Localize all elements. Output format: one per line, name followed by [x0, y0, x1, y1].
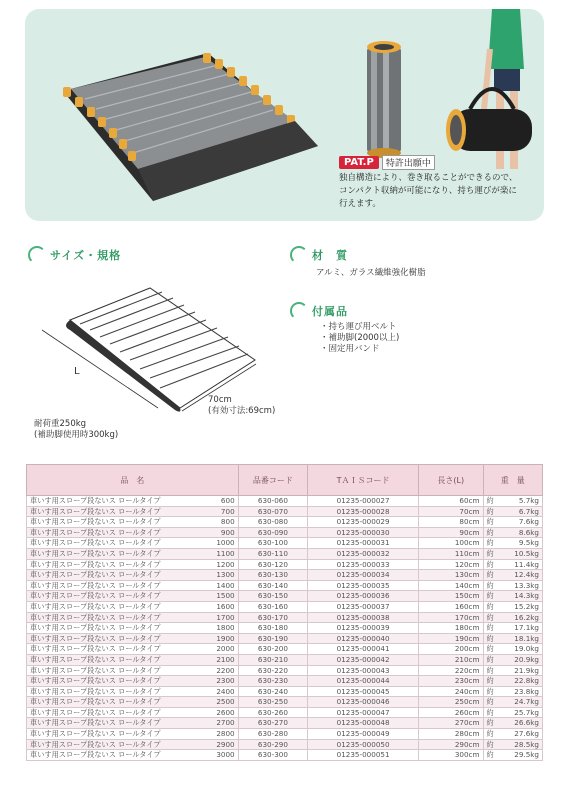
cell-tais: 01235-000027: [308, 496, 419, 507]
cell-code: 630-130: [238, 570, 308, 581]
cell-name: 車いす用スロープ段ないス ロールタイプ 700: [27, 506, 239, 517]
table-row: [27, 517, 543, 528]
cell-weight: 約 23.8kg: [483, 686, 542, 697]
cell-name: 車いす用スロープ段ないス ロールタイプ 600: [27, 496, 239, 507]
cell-length: 190cm: [419, 633, 484, 644]
cell-tais: 01235-000036: [308, 591, 419, 602]
cell-code: 630-080: [238, 517, 308, 528]
table-header-row: [27, 465, 543, 496]
cell-length: 200cm: [419, 644, 484, 655]
cell-code: 630-070: [238, 506, 308, 517]
accessory-item: ・固定用バンド: [320, 344, 380, 354]
cell-name: 車いす用スロープ段ないス ロールタイプ 2700: [27, 718, 239, 729]
cell-tais: 01235-000049: [308, 729, 419, 740]
cell-weight: 約 17.1kg: [483, 623, 542, 634]
cell-weight: 約 21.9kg: [483, 665, 542, 676]
cell-tais: 01235-000042: [308, 654, 419, 665]
cell-length: 60cm: [419, 496, 484, 507]
table-row: [27, 623, 543, 634]
cell-code: 630-170: [238, 612, 308, 623]
cell-name: 車いす用スロープ段ないス ロールタイプ 1400: [27, 580, 239, 591]
header-length: 長さ(L): [419, 465, 484, 496]
size-section-title: サイズ・規格: [28, 246, 121, 264]
cell-weight: 約 14.3kg: [483, 591, 542, 602]
cell-weight: 約 25.7kg: [483, 707, 542, 718]
cell-name: 車いす用スロープ段ないス ロールタイプ 1100: [27, 548, 239, 559]
cell-name: 車いす用スロープ段ないス ロールタイプ 3000: [27, 750, 239, 761]
header-code: 品番コード: [238, 465, 308, 496]
table-row: [27, 559, 543, 570]
cell-weight: 約 7.6kg: [483, 517, 542, 528]
cell-name: 車いす用スロープ段ないス ロールタイプ 1600: [27, 601, 239, 612]
cell-name: 車いす用スロープ段ないス ロールタイプ 2500: [27, 697, 239, 708]
cell-tais: 01235-000050: [308, 739, 419, 750]
section-mark-icon: [290, 302, 308, 320]
hero-desc-line: 独自構造により、巻き取ることができるので、: [339, 173, 518, 183]
cell-code: 630-300: [238, 750, 308, 761]
cell-tais: 01235-000041: [308, 644, 419, 655]
cell-length: 240cm: [419, 686, 484, 697]
cell-tais: 01235-000048: [308, 718, 419, 729]
person-carrying-ramp-image: [440, 9, 544, 169]
cell-weight: 約 29.5kg: [483, 750, 542, 761]
cell-name: 車いす用スロープ段ないス ロールタイプ 900: [27, 527, 239, 538]
header-weight: 重 量: [483, 465, 542, 496]
section-mark-icon: [28, 246, 46, 264]
cell-name: 車いす用スロープ段ないス ロールタイプ 1700: [27, 612, 239, 623]
cell-name: 車いす用スロープ段ないス ロールタイプ 1800: [27, 623, 239, 634]
cell-name: 車いす用スロープ段ないス ロールタイプ 2800: [27, 729, 239, 740]
cell-name: 車いす用スロープ段ないス ロールタイプ 1900: [27, 633, 239, 644]
cell-tais: 01235-000037: [308, 601, 419, 612]
cell-weight: 約 6.7kg: [483, 506, 542, 517]
cell-name: 車いす用スロープ段ないス ロールタイプ 800: [27, 517, 239, 528]
table-row: [27, 718, 543, 729]
cell-length: 290cm: [419, 739, 484, 750]
table-row: [27, 644, 543, 655]
cell-name: 車いす用スロープ段ないス ロールタイプ 2400: [27, 686, 239, 697]
cell-code: 630-290: [238, 739, 308, 750]
rolled-ramp-image: [363, 39, 405, 159]
cell-length: 130cm: [419, 570, 484, 581]
cell-weight: 約 28.5kg: [483, 739, 542, 750]
cell-length: 230cm: [419, 676, 484, 687]
cell-length: 260cm: [419, 707, 484, 718]
table-row: [27, 729, 543, 740]
pat-badge: PAT.P: [339, 156, 379, 169]
dimension-L: L: [74, 366, 80, 377]
cell-length: 300cm: [419, 750, 484, 761]
table-row: [27, 527, 543, 538]
cell-weight: 約 11.4kg: [483, 559, 542, 570]
cell-weight: 約 5.7kg: [483, 496, 542, 507]
accessory-section-title: 付属品: [290, 302, 348, 320]
cell-length: 120cm: [419, 559, 484, 570]
cell-weight: 約 15.2kg: [483, 601, 542, 612]
table-row: [27, 750, 543, 761]
table-row: [27, 601, 543, 612]
cell-name: 車いす用スロープ段ないス ロールタイプ 2300: [27, 676, 239, 687]
cell-tais: 01235-000039: [308, 623, 419, 634]
cell-name: 車いす用スロープ段ないス ロールタイプ 2900: [27, 739, 239, 750]
cell-code: 630-190: [238, 633, 308, 644]
ramp-product-image: [33, 51, 333, 206]
patent-pending-label: [339, 155, 435, 170]
cell-code: 630-180: [238, 623, 308, 634]
pat-text: 特許出願中: [382, 155, 435, 170]
cell-length: 180cm: [419, 623, 484, 634]
cell-weight: 約 16.2kg: [483, 612, 542, 623]
cell-weight: 約 19.0kg: [483, 644, 542, 655]
cell-code: 630-270: [238, 718, 308, 729]
cell-weight: 約 20.9kg: [483, 654, 542, 665]
cell-weight: 約 18.1kg: [483, 633, 542, 644]
cell-length: 150cm: [419, 591, 484, 602]
table-row: [27, 739, 543, 750]
cell-weight: 約 26.6kg: [483, 718, 542, 729]
cell-tais: 01235-000046: [308, 697, 419, 708]
cell-length: 270cm: [419, 718, 484, 729]
cell-code: 630-220: [238, 665, 308, 676]
cell-code: 630-280: [238, 729, 308, 740]
cell-length: 70cm: [419, 506, 484, 517]
cell-code: 630-160: [238, 601, 308, 612]
cell-tais: 01235-000040: [308, 633, 419, 644]
cell-code: 630-060: [238, 496, 308, 507]
cell-tais: 01235-000032: [308, 548, 419, 559]
cell-tais: 01235-000033: [308, 559, 419, 570]
cell-weight: 約 27.6kg: [483, 729, 542, 740]
table-row: [27, 570, 543, 581]
accessory-item: ・持ち運び用ベルト: [320, 322, 397, 332]
cell-code: 630-200: [238, 644, 308, 655]
ramp-dimension-diagram: [30, 280, 280, 412]
table-row: [27, 496, 543, 507]
cell-tais: 01235-000028: [308, 506, 419, 517]
cell-tais: 01235-000029: [308, 517, 419, 528]
cell-weight: 約 12.4kg: [483, 570, 542, 581]
cell-tais: 01235-000043: [308, 665, 419, 676]
table-row: [27, 665, 543, 676]
accessory-item: ・補助脚(2000以上): [320, 333, 400, 343]
cell-name: 車いす用スロープ段ないス ロールタイプ 1200: [27, 559, 239, 570]
cell-tais: 01235-000038: [308, 612, 419, 623]
material-text: アルミ、ガラス繊維強化樹脂: [316, 268, 426, 278]
header-name: 品 名: [27, 465, 239, 496]
table-row: [27, 506, 543, 517]
table-row: [27, 707, 543, 718]
hero-desc-line: コンパクト収納が可能になり、持ち運びが楽に: [339, 186, 517, 196]
material-section-title: 材 質: [290, 246, 348, 264]
cell-length: 90cm: [419, 527, 484, 538]
cell-length: 280cm: [419, 729, 484, 740]
table-row: [27, 654, 543, 665]
table-row: [27, 697, 543, 708]
cell-name: 車いす用スロープ段ないス ロールタイプ 1500: [27, 591, 239, 602]
header-tais: TＡＩＳコード: [308, 465, 419, 496]
cell-tais: 01235-000030: [308, 527, 419, 538]
cell-code: 630-230: [238, 676, 308, 687]
cell-name: 車いす用スロープ段ないス ロールタイプ 2000: [27, 644, 239, 655]
cell-length: 140cm: [419, 580, 484, 591]
load-capacity: 耐荷重250kg (補助脚使用時300kg): [34, 419, 119, 440]
cell-code: 630-250: [238, 697, 308, 708]
hero-desc-line: 行えます。: [339, 199, 381, 209]
cell-weight: 約 22.8kg: [483, 676, 542, 687]
table-row: [27, 580, 543, 591]
cell-code: 630-210: [238, 654, 308, 665]
cell-tais: 01235-000051: [308, 750, 419, 761]
table-row: [27, 686, 543, 697]
cell-code: 630-260: [238, 707, 308, 718]
dimension-width: 70cm (有効寸法:69cm): [208, 395, 276, 416]
cell-length: 170cm: [419, 612, 484, 623]
cell-length: 210cm: [419, 654, 484, 665]
accessory-list: [320, 322, 399, 355]
cell-weight: 約 8.6kg: [483, 527, 542, 538]
cell-tais: 01235-000034: [308, 570, 419, 581]
cell-tais: 01235-000044: [308, 676, 419, 687]
table-row: [27, 612, 543, 623]
cell-tais: 01235-000047: [308, 707, 419, 718]
cell-tais: 01235-000035: [308, 580, 419, 591]
cell-weight: 約 10.5kg: [483, 548, 542, 559]
table-row: [27, 676, 543, 687]
cell-code: 630-090: [238, 527, 308, 538]
table-body: [27, 496, 543, 761]
table-row: [27, 591, 543, 602]
cell-name: 車いす用スロープ段ないス ロールタイプ 2200: [27, 665, 239, 676]
cell-code: 630-150: [238, 591, 308, 602]
table-row: [27, 548, 543, 559]
cell-name: 車いす用スロープ段ないス ロールタイプ 2100: [27, 654, 239, 665]
cell-tais: 01235-000031: [308, 538, 419, 549]
cell-code: 630-140: [238, 580, 308, 591]
cell-tais: 01235-000045: [308, 686, 419, 697]
cell-code: 630-110: [238, 548, 308, 559]
section-mark-icon: [290, 246, 308, 264]
cell-length: 100cm: [419, 538, 484, 549]
hero-panel: [25, 9, 544, 221]
hero-description: [339, 172, 539, 211]
cell-weight: 約 13.3kg: [483, 580, 542, 591]
cell-code: 630-240: [238, 686, 308, 697]
product-table: [26, 464, 543, 761]
cell-length: 250cm: [419, 697, 484, 708]
cell-name: 車いす用スロープ段ないス ロールタイプ 1300: [27, 570, 239, 581]
cell-length: 160cm: [419, 601, 484, 612]
cell-name: 車いす用スロープ段ないス ロールタイプ 2600: [27, 707, 239, 718]
cell-length: 220cm: [419, 665, 484, 676]
cell-weight: 約 9.5kg: [483, 538, 542, 549]
cell-weight: 約 24.7kg: [483, 697, 542, 708]
table-row: [27, 538, 543, 549]
cell-code: 630-120: [238, 559, 308, 570]
cell-name: 車いす用スロープ段ないス ロールタイプ 1000: [27, 538, 239, 549]
cell-length: 110cm: [419, 548, 484, 559]
table-row: [27, 633, 543, 644]
cell-code: 630-100: [238, 538, 308, 549]
cell-length: 80cm: [419, 517, 484, 528]
